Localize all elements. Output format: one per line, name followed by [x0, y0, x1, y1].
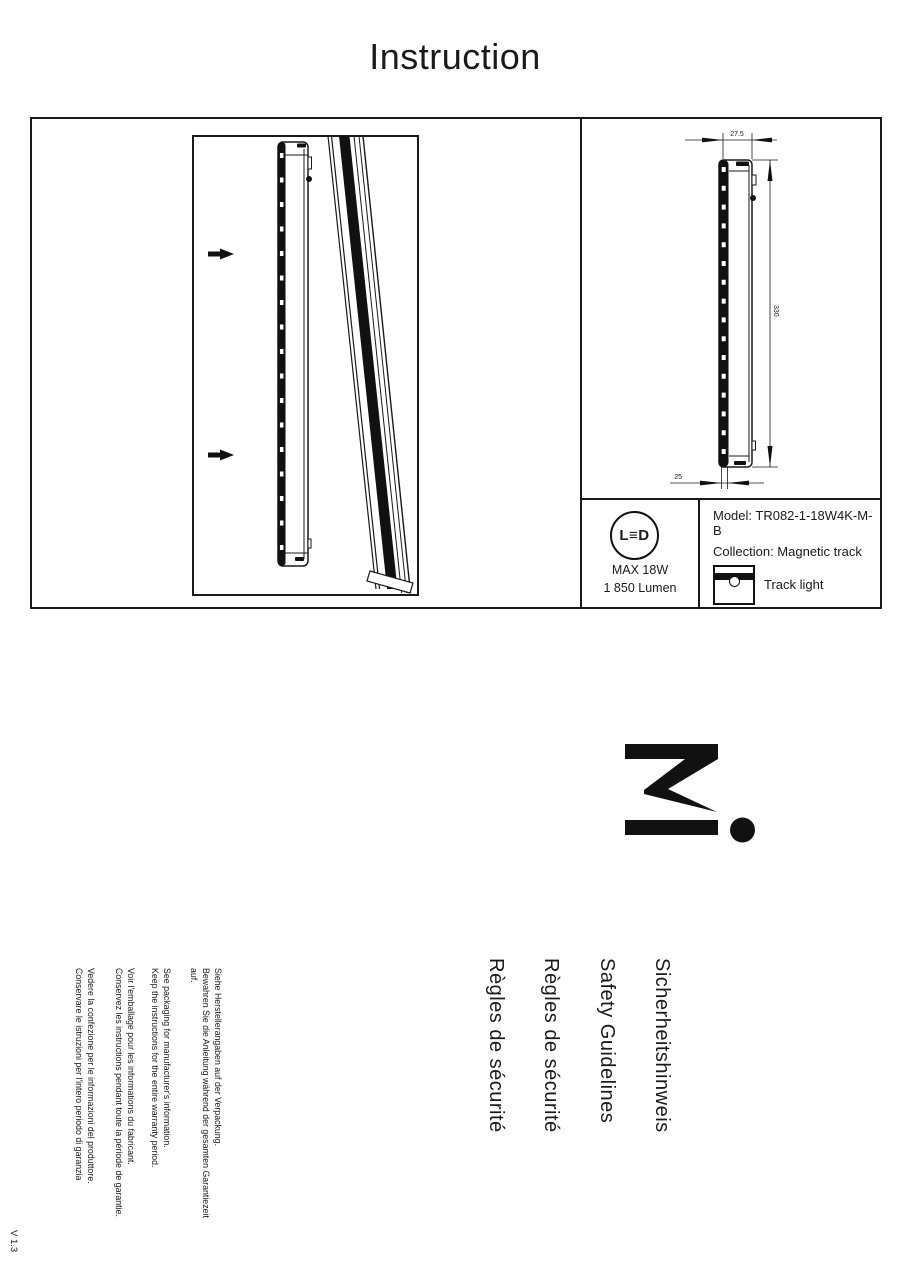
track-light-fixture [278, 142, 312, 566]
model-info-cell [700, 500, 880, 607]
page-title: Instruction [369, 36, 541, 77]
safety-heading-en: Safety Guidelines [596, 958, 618, 1124]
lumen-label: 1 850 Lumen [603, 581, 677, 595]
track-light-icon [713, 565, 755, 605]
brand-logo [622, 741, 757, 843]
version-label: V 1.3 [8, 1230, 19, 1253]
dimension-depth [670, 467, 764, 489]
svg-text:27.5: 27.5 [730, 131, 744, 138]
svg-text:330: 330 [772, 305, 779, 317]
safety-note-de: Siehe Herstellerangaben auf der Verpackung. Bewahren Sie die Anleitung während der gesamten Garantiezeit auf. [189, 968, 223, 1218]
safety-note-it: Vedere la confezione per le informazioni del produttore. Conservare le istruzioni per l'intero periodo di garanzia [74, 968, 96, 1184]
model-number: Model: TR082-1-18W4K-M-B [713, 508, 873, 538]
installation-drawing-cell [32, 119, 582, 607]
dimension-height [752, 160, 779, 467]
safety-note-en: See packaging for manufacturer's information. Keep the instructions for the entire warranty period. [150, 968, 172, 1168]
spec-table [30, 117, 882, 609]
product-drawing [32, 119, 580, 605]
track-rail [328, 136, 413, 593]
track-spot [729, 576, 740, 587]
dimension-width [685, 131, 777, 159]
safety-heading-it: Règles de sécurité [485, 958, 507, 1133]
led-icon: L≡D [610, 511, 659, 560]
safety-heading-de: Sicherheitshinweis [651, 958, 673, 1133]
arrow-icon [208, 249, 234, 260]
fixture-side-view [719, 160, 756, 467]
safety-note-fr: Voir l'emballage pour les informations du fabricant. Conservez les instructions pendant toute la période de garantie. [114, 968, 136, 1217]
led-spec-cell [582, 500, 700, 607]
safety-heading-fr: Règles de sécurité [540, 958, 562, 1133]
arrow-icon [208, 450, 234, 461]
collection-name: Collection: Magnetic track [713, 544, 862, 559]
max-power-label: MAX 18W [611, 563, 669, 577]
dimension-drawing [582, 119, 880, 498]
dimension-drawing-cell [582, 119, 880, 498]
spec-row [582, 498, 880, 607]
fixture-type-label: Track light [764, 577, 824, 592]
svg-text:25: 25 [674, 474, 682, 481]
